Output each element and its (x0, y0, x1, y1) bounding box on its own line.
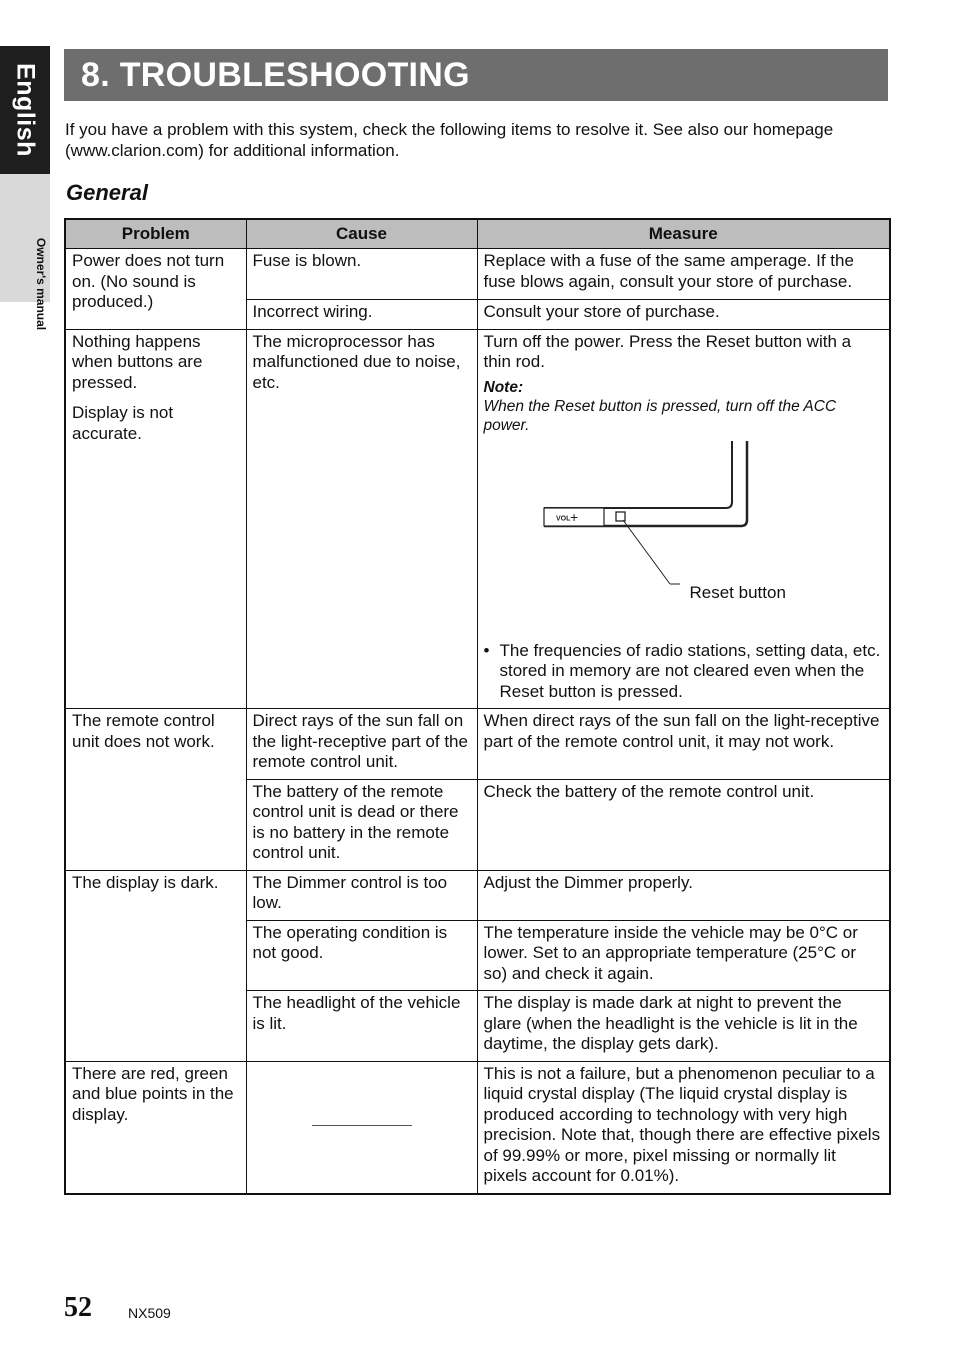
cause-cell: The battery of the remote control unit is dead or there is no battery in the remote control unit. (246, 779, 477, 870)
section-heading: General (66, 180, 148, 205)
header-problem: Problem (65, 219, 246, 249)
device-illustration (484, 436, 884, 641)
measure-text: Turn off the power. Press the Reset button with a thin rod. (483, 331, 852, 371)
side-language-tab (0, 46, 50, 331)
troubleshooting-table (64, 218, 891, 1195)
table-row (65, 870, 890, 920)
cause-cell: The headlight of the vehicle is lit. (246, 991, 477, 1062)
note-text: When the Reset button is pressed, turn off the ACC power. (483, 397, 837, 434)
measure-cell: Check the battery of the remote control unit. (477, 779, 890, 870)
cause-cell: The Dimmer control is too low. (246, 870, 477, 920)
device-outline-inner (544, 441, 732, 508)
problem-cell: There are red, green and blue points in the display. (65, 1061, 246, 1194)
page-number: 52 (64, 1292, 92, 1323)
cause-cell: The operating condition is not good. (246, 920, 477, 991)
note-label: Note: (483, 378, 524, 396)
bullet-text: The frequencies of radio stations, setting data, etc. stored in memory are not cleared even when the Reset button is pressed. (499, 640, 881, 701)
side-manual-label: Owner's manual (34, 237, 48, 331)
intro-paragraph: If you have a problem with this system, check the following items to resolve it. See also our homepage (www.clarion.com) for additional information. (65, 120, 834, 160)
reset-button-label: Reset button (689, 582, 786, 602)
page-title: 8. TROUBLESHOOTING (81, 55, 470, 94)
bullet-dot: • (483, 640, 490, 660)
problem-cell: The remote control unit does not work. (65, 709, 246, 871)
problem-cell: Power does not turn on. (No sound is produced.) (65, 249, 246, 330)
problem-cell: The display is dark. (65, 870, 246, 1061)
table-row (65, 709, 890, 780)
measure-cell: Adjust the Dimmer properly. (477, 870, 890, 920)
measure-cell (477, 329, 890, 709)
measure-cell: The display is made dark at night to prevent the glare (when the headlight is the vehicle is lit in the daytime, the display gets dark). (477, 991, 890, 1062)
reset-button-icon (616, 512, 625, 521)
cause-cell: Incorrect wiring. (246, 300, 477, 330)
cause-cell: Direct rays of the sun fall on the light-receptive part of the remote control unit. (246, 709, 477, 780)
side-language-label: English (11, 63, 40, 157)
table-row (65, 1061, 890, 1194)
problem-text: Display is not accurate. (72, 403, 174, 443)
reset-callout-line (623, 520, 670, 584)
header-measure: Measure (477, 219, 890, 249)
model-number: NX509 (128, 1305, 171, 1321)
side-language-tab-dark (0, 46, 50, 174)
title-bar (64, 49, 888, 101)
volume-label: VOL (555, 515, 570, 522)
bullet-item (484, 641, 884, 703)
reset-button-diagram (484, 436, 884, 641)
measure-cell: When direct rays of the sun fall on the light-receptive part of the remote control unit, it may not work. (477, 709, 890, 780)
cause-cell: The microprocessor has malfunctioned due to noise, etc. (246, 329, 477, 709)
measure-cell: Consult your store of purchase. (477, 300, 890, 330)
measure-cell: The temperature inside the vehicle may be 0°C or lower. Set to an appropriate temperature (25°C or so) and check it again. (477, 920, 890, 991)
table-row (65, 329, 890, 709)
problem-text: Nothing happens when buttons are pressed. (72, 331, 203, 392)
table-header-row (65, 219, 890, 249)
table-row (65, 249, 890, 300)
cause-cell: Fuse is blown. (246, 249, 477, 300)
measure-cell: This is not a failure, but a phenomenon peculiar to a liquid crystal display (The liquid crystal display is produced according to technology with very high precision. Note that, though there are effective pixels of 99.99% or more, pixel missing or normally lit pixels account for 0.01%). (477, 1061, 890, 1194)
measure-cell: Replace with a fuse of the same amperage. If the fuse blows again, consult your store of purchase. (477, 249, 890, 300)
empty-cause-dash (312, 1125, 412, 1126)
problem-cell (65, 329, 246, 709)
header-cause: Cause (246, 219, 477, 249)
volume-plus-icon: + (569, 508, 578, 525)
cause-cell-empty (246, 1061, 477, 1194)
